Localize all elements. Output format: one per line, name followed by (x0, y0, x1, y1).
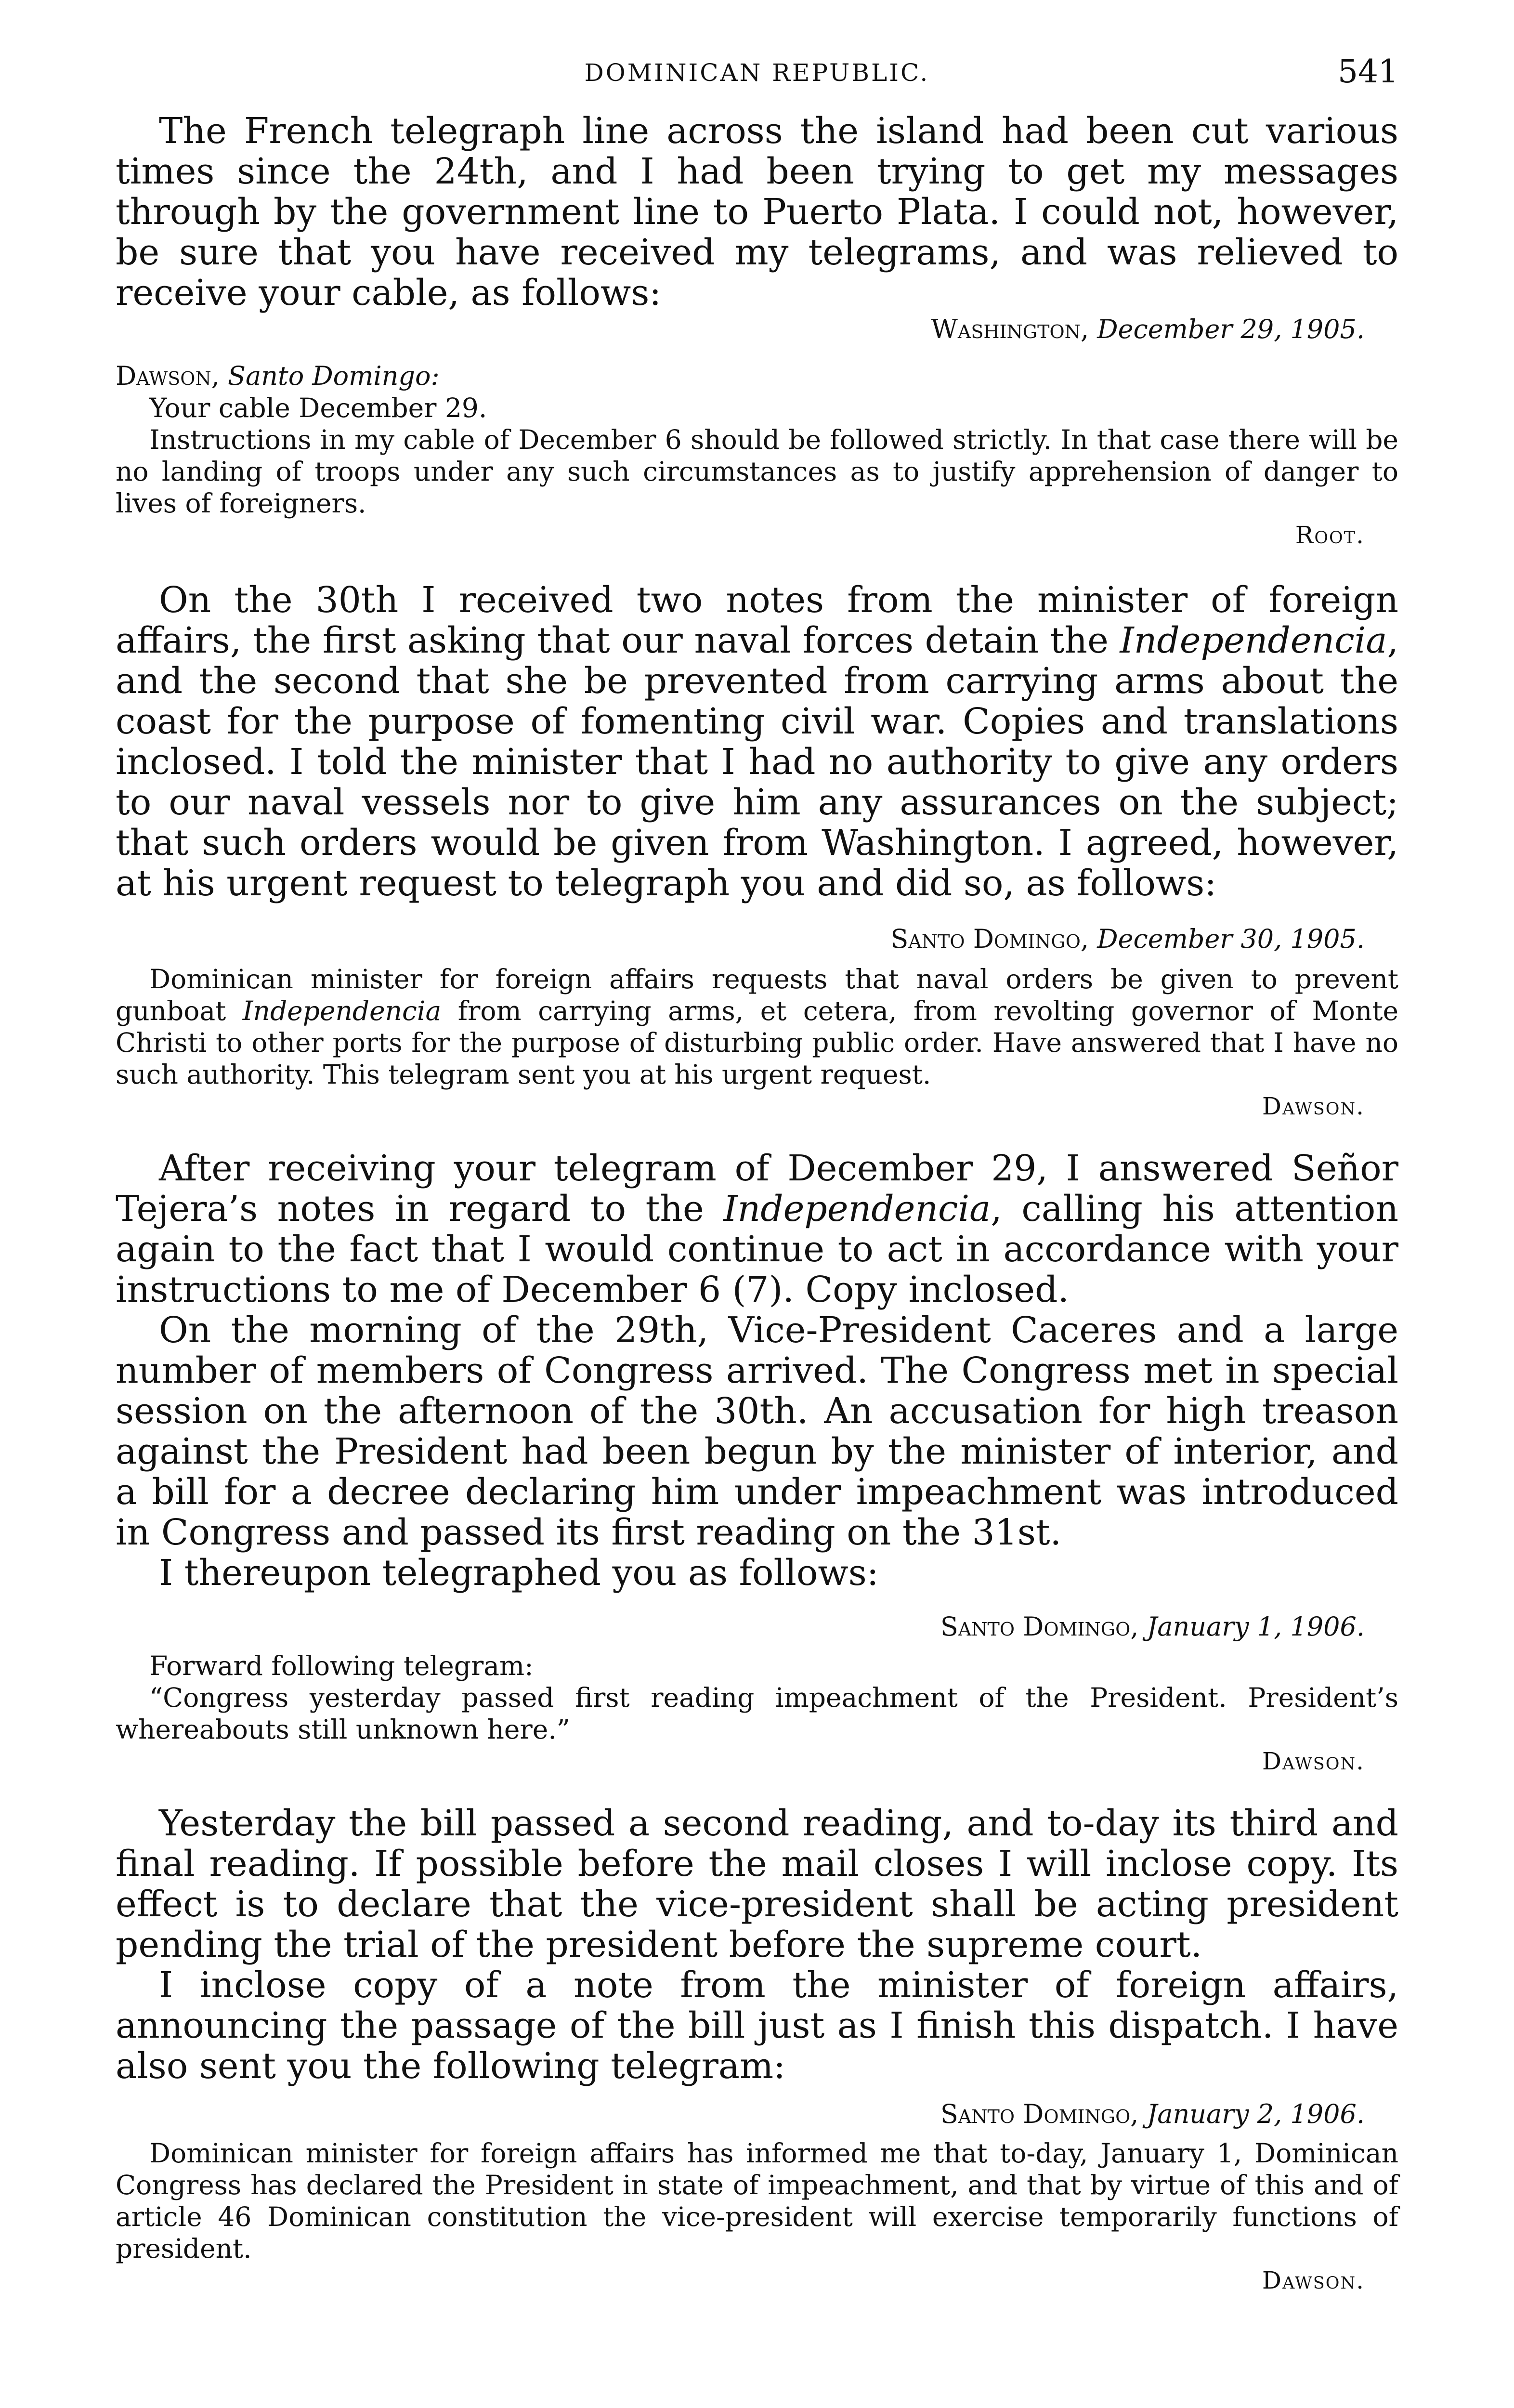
paragraph-second-reading: Yesterday the bill passed a second reading, and to-day its third and final reading. If possible before the mail closes I will inclose copy. Its effect is to declare that the vice-president shall be acting president pending the trial of the president before the supreme court. (116, 1803, 1398, 1965)
paragraph-notes-30th (116, 580, 1398, 903)
paragraph-inclose-note: I inclose copy of a note from the minister of foreign affairs, announcing the passage of the bill just as I finish this dispatch. I have also sent you the following telegram: (116, 1964, 1398, 2087)
dateline-place: Santo Domingo, (890, 924, 1089, 954)
cable-body-line: Your cable December 29. (149, 393, 487, 423)
running-head: DOMINICAN REPUBLIC. (584, 59, 930, 87)
dateline-place: Santo Domingo, (940, 2099, 1139, 2129)
cable-signature: Root. (1295, 521, 1365, 549)
text-run: from carrying arms, et cetera, from revolting governor of Monte Christi to other ports for the purpose of disturbing public order. Have answered that I have no such authority. This telegram sent you at his urgent request. (116, 995, 1398, 1090)
ship-name: Independencia (723, 1188, 991, 1230)
dateline-place: Santo Domingo, (940, 1611, 1139, 1642)
paragraph-congress-session: On the morning of the 29th, Vice-President Caceres and a large number of members of Congress arrived. The Congress met in special session on the afternoon of the 30th. An accusation for high treason against the President had been begun by the minister of interior, and a bill for a decree declaring him under impeachment was introduced in Congress and passed its first reading on the 31st. (116, 1309, 1398, 1553)
cable-body-instructions: Instructions in my cable of December 6 should be followed strictly. In that case there will be no landing of troops under any such circumstances as to justify apprehension of danger to lives of foreigners. (116, 424, 1398, 519)
dateline-date: January 1, 1906. (1147, 1611, 1365, 1642)
page-header (116, 48, 1398, 106)
paragraph-tejera-notes (116, 1148, 1398, 1310)
dateline-date: January 2, 1906. (1147, 2099, 1365, 2129)
cable-addressee (116, 360, 1398, 392)
cable-santo-domingo-jan-2 (116, 2098, 1398, 2296)
cable-dateline (116, 1610, 1398, 1643)
cable-body-quote: “Congress yesterday passed first reading impeachment of the President. President’s whereabouts still unknown here.” (116, 1682, 1398, 1745)
paragraph-telegraphed: I thereupon telegraphed you as follows: (159, 1552, 879, 1594)
text-run: On the 30th I received two notes from the minister of foreign affairs, the first asking that our naval forces detain the (116, 579, 1398, 661)
text-run: , and the second that she be prevented from carrying arms about the coast for the purpose of fomenting civil war. Copies and translations inclosed. I told the minister that I had no authority to give any orders to our naval vessels nor to give him any assurances on the subject; that such orders would be given from Washington. I agreed, however, at his urgent request to telegraph you and did so, as follows: (116, 620, 1398, 904)
text-run: Dominican minister for foreign affairs requests that naval orders be given to prevent gunboat (116, 964, 1398, 1026)
addressee-place: Santo Domingo: (228, 361, 440, 391)
cable-body: Dominican minister for foreign affairs has informed me that to-day, January 1, Dominican Congress has declared the President in state of impeachment, and that by virtue of this and of article 46 Dominican constitution the vice-president will exercise temporarily functions of president. (116, 2138, 1398, 2264)
cable-signature: Dawson. (1262, 2266, 1365, 2294)
cable-body-line: Forward following telegram: (149, 1650, 534, 1681)
cable-signature: Dawson. (1262, 1092, 1365, 1120)
ship-name: Independencia (242, 995, 442, 1026)
cable-washington-dec-29 (116, 313, 1398, 551)
cable-dateline (116, 2098, 1398, 2131)
cable-dateline (116, 313, 1398, 346)
cable-signature: Dawson. (1262, 1747, 1365, 1775)
text-run: , calling his attention again to the fact that I would continue to act in accordance with your instructions to me of December 6 (7). Copy inclosed. (116, 1188, 1398, 1310)
cable-santo-domingo-jan-1 (116, 1610, 1398, 1777)
dateline-date: December 30, 1905. (1097, 924, 1365, 954)
ship-name: Independencia (1120, 620, 1387, 661)
page-number: 541 (1338, 53, 1398, 90)
cable-body (116, 963, 1398, 1090)
paragraph-telegraph-line: The French telegraph line across the island had been cut various times since the 24th, and I had been trying to get my messages through by the government line to Puerto Plata. I could not, however, be sure that you have received my telegrams, and was relieved to receive your cable, as follows: (116, 110, 1398, 314)
document-page (116, 48, 1398, 2296)
cable-santo-domingo-dec-30 (116, 923, 1398, 1122)
dateline-place: Washington, (931, 314, 1089, 344)
addressee-name: Dawson, (116, 361, 220, 391)
dateline-date: December 29, 1905. (1097, 314, 1365, 344)
text-run: After receiving your telegram of December 29, I answered Señor Tejera’s notes in regard to the (116, 1148, 1398, 1230)
cable-dateline (116, 923, 1398, 955)
